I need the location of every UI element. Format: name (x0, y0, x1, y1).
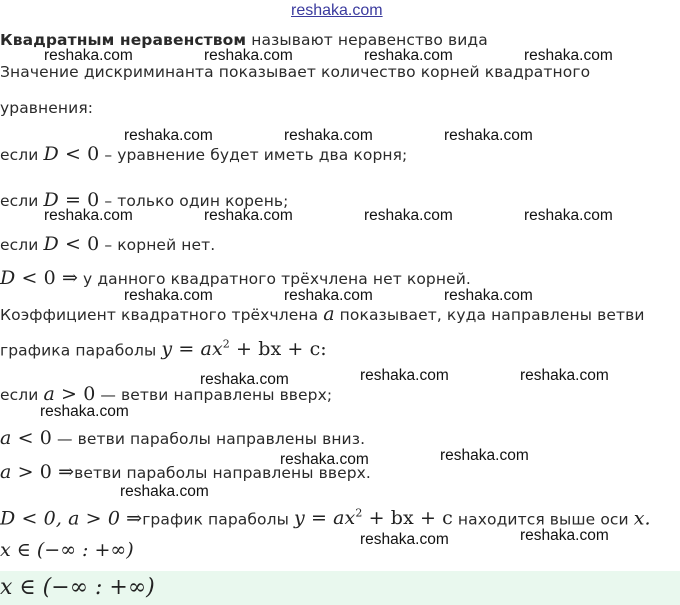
final-condition: D < 0, a > 0 ⇒ (0, 507, 143, 530)
watermark: reshaka.com (40, 403, 129, 420)
coefficient-a: a (323, 303, 335, 325)
watermark: reshaka.com (204, 47, 293, 64)
axis-x: x. (633, 507, 651, 530)
definition-term: Квадратным неравенством (0, 31, 247, 49)
a-condition: a < 0 (0, 427, 52, 449)
watermark: reshaka.com (124, 127, 213, 144)
watermark: reshaka.com (524, 47, 613, 64)
coefficient-line-1 (0, 303, 645, 325)
conclusion-no-roots (0, 267, 471, 289)
watermark: reshaka.com (524, 207, 613, 224)
final-parabola: $y = ax^2$ + bx + c (293, 507, 453, 530)
discriminant-condition: D < 0 (43, 143, 100, 165)
site-link[interactable]: reshaka.com (291, 2, 383, 19)
case-two-roots (0, 143, 407, 165)
parabola-formula: $y = ax^2$ + bx + c: (161, 338, 327, 361)
case-prefix: если (0, 146, 44, 164)
watermark: reshaka.com (440, 447, 529, 464)
case-text: – корней нет. (99, 236, 216, 254)
a-condition: a > 0 (43, 383, 96, 405)
watermark: reshaka.com (284, 287, 373, 304)
discriminant-line-1: Значение дискриминанта показывает количество корней квадратного (0, 63, 591, 81)
a-condition: a > 0 ⇒ (0, 461, 75, 483)
final-text-end: находится выше оси (452, 510, 634, 529)
case-prefix: если (0, 236, 44, 254)
case-text: — ветви параболы направлены вниз. (51, 430, 366, 448)
watermark: reshaka.com (520, 367, 609, 384)
watermark: reshaka.com (360, 531, 449, 548)
watermark: reshaka.com (204, 207, 293, 224)
case-a-negative (0, 427, 365, 449)
conclusion-text: у данного квадратного трёхчлена нет корней. (78, 270, 471, 288)
coefficient-text: Коэффициент квадратного трёхчлена (0, 306, 324, 324)
watermark: reshaka.com (124, 287, 213, 304)
parabola-label: графика параболы (0, 341, 162, 360)
conclusion-condition: D < 0 ⇒ (0, 267, 79, 289)
watermark: reshaka.com (284, 127, 373, 144)
watermark: reshaka.com (44, 207, 133, 224)
case-text: – уравнение будет иметь два корня; (99, 146, 408, 164)
coefficient-text-end: показывает, куда направлены ветви (334, 306, 645, 324)
watermark: reshaka.com (44, 47, 133, 64)
case-text: – только один корень; (99, 192, 289, 210)
watermark: reshaka.com (444, 287, 533, 304)
discriminant-condition: D < 0 (43, 233, 100, 255)
watermark: reshaka.com (280, 451, 369, 468)
case-prefix: если (0, 386, 44, 404)
watermark: reshaka.com (120, 483, 209, 500)
discriminant-condition: D = 0 (43, 189, 100, 211)
definition-text: называют неравенство вида (246, 31, 488, 49)
coefficient-line-2 (0, 338, 327, 360)
interval-result: x ∈ (−∞ : +∞) (0, 539, 134, 561)
watermark: reshaka.com (360, 367, 449, 384)
case-text: ветви параболы направлены вверх. (74, 464, 371, 482)
watermark: reshaka.com (364, 47, 453, 64)
watermark: reshaka.com (444, 127, 533, 144)
discriminant-line-2: уравнения: (0, 99, 94, 117)
watermark: reshaka.com (200, 371, 289, 388)
answer-interval: x ∈ (−∞ : +∞) (0, 575, 155, 600)
final-statement (0, 507, 651, 529)
case-text: — ветви направлены вверх; (95, 386, 333, 404)
watermark: reshaka.com (520, 527, 609, 544)
final-text: график параболы (142, 510, 294, 529)
case-prefix: если (0, 192, 44, 210)
watermark: reshaka.com (364, 207, 453, 224)
case-no-roots (0, 233, 215, 255)
